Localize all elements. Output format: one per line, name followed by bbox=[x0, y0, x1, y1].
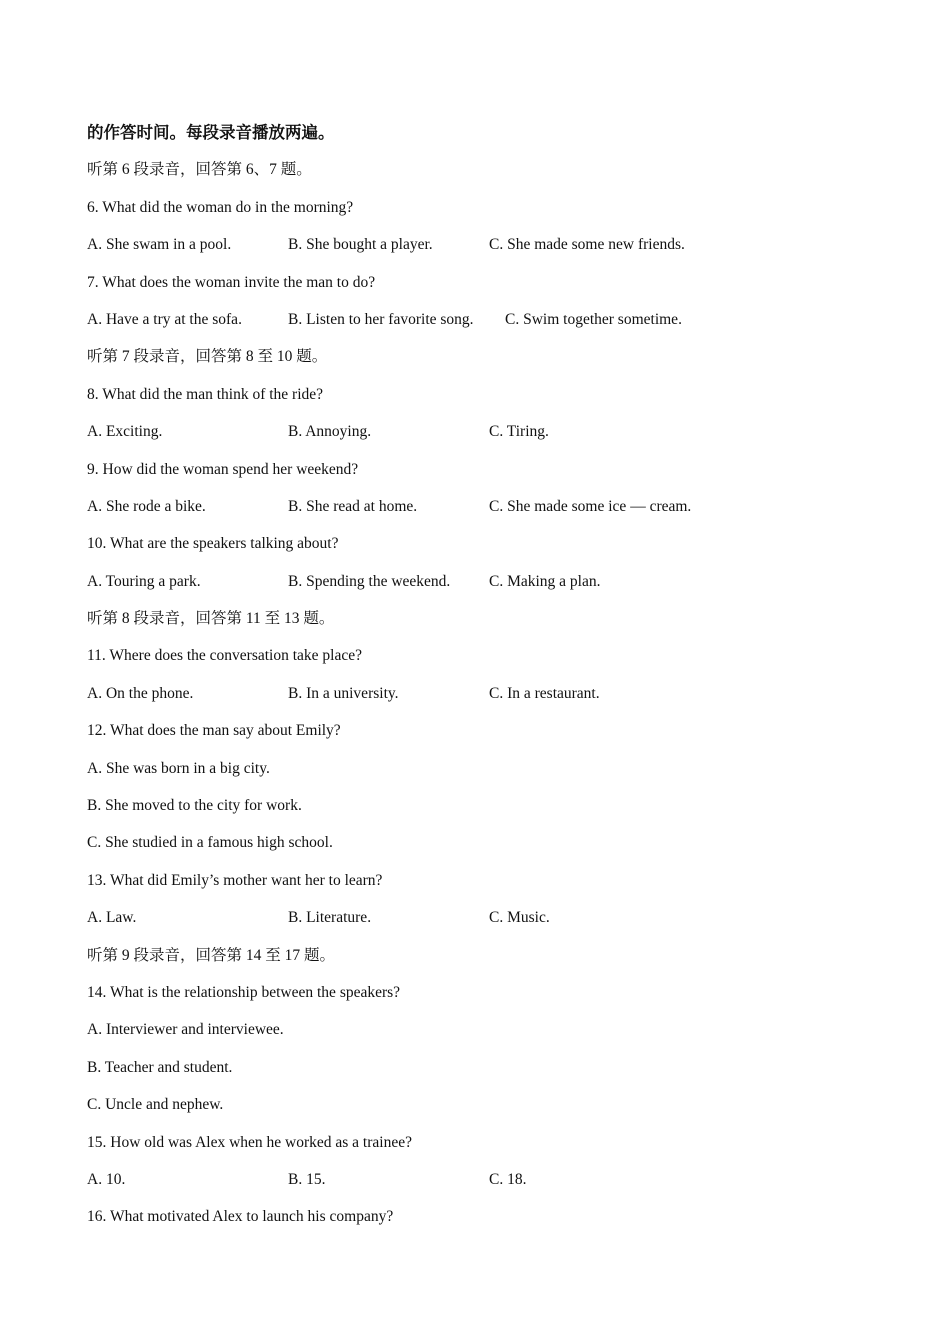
option-row bbox=[87, 1167, 867, 1204]
option-row bbox=[87, 494, 867, 531]
option-row bbox=[87, 419, 867, 456]
option-a[interactable]: A. Exciting. bbox=[87, 423, 163, 441]
option-a[interactable]: A. She rode a bike. bbox=[87, 497, 206, 515]
section-instruction: 听第 6 段录音，回答第 6、7 题。 bbox=[87, 161, 312, 179]
option-b[interactable]: B. She read at home. bbox=[288, 497, 418, 515]
option-b[interactable]: B. In a university. bbox=[288, 684, 399, 702]
question-stem: 14. What is the relationship between the speakers? bbox=[87, 983, 401, 1001]
section-instruction: 听第 8 段录音，回答第 11 至 13 题。 bbox=[87, 610, 335, 628]
option-b[interactable]: B. Literature. bbox=[288, 909, 372, 927]
question-stem: 12. What does the man say about Emily? bbox=[87, 722, 341, 740]
question-stem: 11. Where does the conversation take place? bbox=[87, 647, 363, 665]
option-b[interactable]: B. Listen to her favorite song. bbox=[288, 310, 474, 328]
option-b[interactable]: B. She moved to the city for work. bbox=[87, 797, 302, 815]
option-b[interactable]: B. She bought a player. bbox=[288, 236, 433, 254]
option-c[interactable]: C. Swim together sometime. bbox=[505, 310, 682, 328]
option-b[interactable]: B. 15. bbox=[288, 1170, 326, 1188]
section-instruction: 听第 9 段录音，回答第 14 至 17 题。 bbox=[87, 946, 336, 964]
option-c[interactable]: C. Tiring. bbox=[489, 423, 549, 441]
option-c[interactable]: C. In a restaurant. bbox=[489, 684, 600, 702]
option-a[interactable]: A. Interviewer and interviewee. bbox=[87, 1021, 284, 1039]
question-stem: 15. How old was Alex when he worked as a trainee? bbox=[87, 1133, 412, 1151]
option-a[interactable]: A. She swam in a pool. bbox=[87, 236, 232, 254]
option-a[interactable]: A. 10. bbox=[87, 1170, 126, 1188]
option-c[interactable]: C. She made some new friends. bbox=[489, 236, 685, 254]
question-stem: 16. What motivated Alex to launch his company? bbox=[87, 1208, 394, 1226]
option-a[interactable]: A. On the phone. bbox=[87, 684, 194, 702]
option-row bbox=[87, 905, 867, 942]
option-row bbox=[87, 232, 867, 269]
option-row bbox=[87, 681, 867, 718]
option-row bbox=[87, 307, 867, 344]
question-stem: 10. What are the speakers talking about? bbox=[87, 535, 339, 553]
option-c[interactable]: C. Making a plan. bbox=[489, 572, 601, 590]
intro-heading: 的作答时间。每段录音播放两遍。 bbox=[87, 123, 335, 142]
option-b[interactable]: B. Annoying. bbox=[288, 423, 372, 441]
option-a[interactable]: A. Touring a park. bbox=[87, 572, 201, 590]
option-c[interactable]: C. 18. bbox=[489, 1170, 527, 1188]
question-stem: 7. What does the woman invite the man to do? bbox=[87, 273, 376, 291]
option-row bbox=[87, 569, 867, 606]
question-stem: 8. What did the man think of the ride? bbox=[87, 385, 324, 403]
option-b[interactable]: B. Spending the weekend. bbox=[288, 572, 451, 590]
option-a[interactable]: A. She was born in a big city. bbox=[87, 759, 270, 777]
listening-section bbox=[87, 120, 867, 1242]
option-c[interactable]: C. She made some ice — cream. bbox=[489, 497, 692, 515]
question-stem: 9. How did the woman spend her weekend? bbox=[87, 460, 359, 478]
option-a[interactable]: A. Law. bbox=[87, 909, 137, 927]
option-c[interactable]: C. Music. bbox=[489, 909, 550, 927]
option-a[interactable]: A. Have a try at the sofa. bbox=[87, 310, 242, 328]
section-instruction: 听第 7 段录音，回答第 8 至 10 题。 bbox=[87, 348, 328, 366]
option-c[interactable]: C. Uncle and nephew. bbox=[87, 1096, 224, 1114]
option-b[interactable]: B. Teacher and student. bbox=[87, 1058, 233, 1076]
option-c[interactable]: C. She studied in a famous high school. bbox=[87, 834, 333, 852]
question-stem: 6. What did the woman do in the morning? bbox=[87, 198, 354, 216]
question-stem: 13. What did Emily’s mother want her to learn? bbox=[87, 871, 383, 889]
